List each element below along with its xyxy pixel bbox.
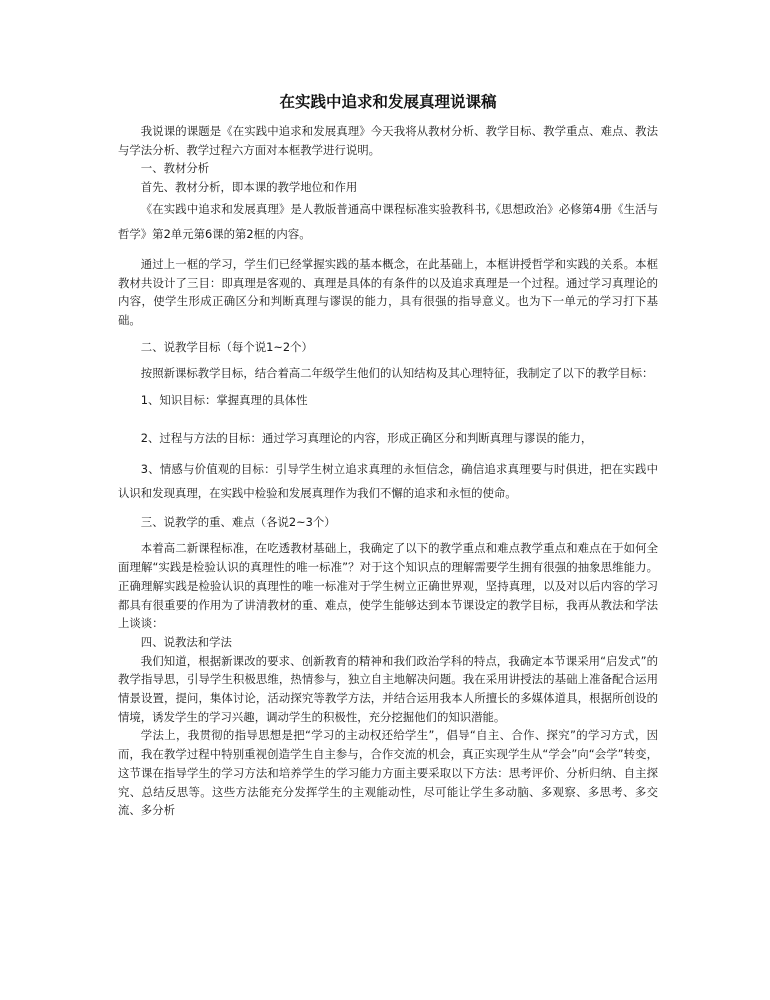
heading-teaching-goals: 二、说教学目标（每个说1~2个）	[140, 339, 313, 354]
paragraph-goals-intro: 按照新课标教学目标，结合着高二年级学生他们的认知结构及其心理特征，我制定了以下的教学目标：	[140, 366, 654, 381]
paragraph-textbook-content: 通过上一框的学习，学生们已经掌握实践的基本概念，在此基础上，本框讲授哲学和实践的关系。本框教材共设计了三目：即真理是客观的、真理是具体的有条件的以及追求真理是一个过程。通过学习真理论的内容，使学生形成正确区分和判断真理与谬误的能力，具有很强的指导意义。也为下一单元的学习打下基础。	[118, 256, 658, 327]
goal-emotion-values: 3、情感与价值观的目标：引导学生树立追求真理的永恒信念，确信追求真理要与时俱进，把在实践中认识和发现真理，在实践中检验和发展真理作为我们不懈的追求和永恒的使命。	[118, 461, 658, 500]
paragraph-textbook-position: 首先、教材分析，即本课的教学地位和作用	[140, 180, 358, 195]
document-page	[118, 92, 658, 820]
heading-methods: 四、说教法和学法	[140, 634, 232, 649]
document-title: 在实践中追求和发展真理说课稿	[279, 92, 497, 111]
heading-key-points: 三、说教学的重、难点（各说2~3个）	[140, 514, 336, 529]
paragraph-textbook-source: 《在实践中追求和发展真理》是人教版普通高中课程标准实验教科书,《思想政治》必修第4册《生活与哲学》第2单元第6课的第2框的内容。	[118, 201, 658, 241]
goal-process-method: 2、过程与方法的目标：通过学习真理论的内容，形成正确区分和判断真理与谬误的能力，	[140, 430, 593, 445]
paragraph-teaching-method: 我们知道，根据新课改的要求、创新教育的精神和我们政治学科的特点，我确定本节课采用“启发式”的教学指导思，引导学生积极思维，热情参与，独立自主地解决问题。我在采用讲授法的基础上准备配合运用情景设置，提问，集体讨论，活动探究等教学方法，并结合运用我本人所擅长的多媒体道具，根据所创设的情境，诱发学生的学习兴趣，调动学生的积极性，充分挖掘他们的知识潜能。	[118, 653, 658, 724]
heading-textbook-analysis: 一、教材分析	[140, 161, 210, 176]
paragraph-intro: 我说课的课题是《在实践中追求和发展真理》今天我将从教材分析、教学目标、教学重点、难点、教法与学法分析、教学过程六方面对本框教学进行说明。	[118, 124, 658, 157]
goal-knowledge: 1、知识目标：掌握真理的具体性	[140, 393, 308, 408]
paragraph-learning-method: 学法上，我贯彻的指导思想是把“学习的主动权还给学生”，倡导“自主、合作、探究”的学习方式，因而，我在教学过程中特别重视创造学生自主参与，合作交流的机会，真正实现学生从“学会”向“会学”转变，这节课在指导学生的学习方法和培养学生的学习能力方面主要采取以下方法：思考评价、分析归纳、自主探究、总结反思等。这些方法能充分发挥学生的主观能动性，尽可能让学生多动脑、多观察、多思考、多交流、多分析	[118, 728, 658, 818]
paragraph-key-points: 本着高二新课程标准，在吃透教材基础上，我确定了以下的教学重点和难点教学重点和难点在于如何全面理解“实践是检验认识的真理性的唯一标准”？对于这个知识点的理解需要学生拥有很强的抽象思维能力。正确理解实践是检验认识的真理性的唯一标准对于学生树立正确世界观，坚持真理，以及对以后内容的学习都具有很重要的作用为了讲清教材的重、难点，使学生能够达到本节课设定的教学目标，我再从教法和学法上谈谈：	[118, 541, 658, 631]
